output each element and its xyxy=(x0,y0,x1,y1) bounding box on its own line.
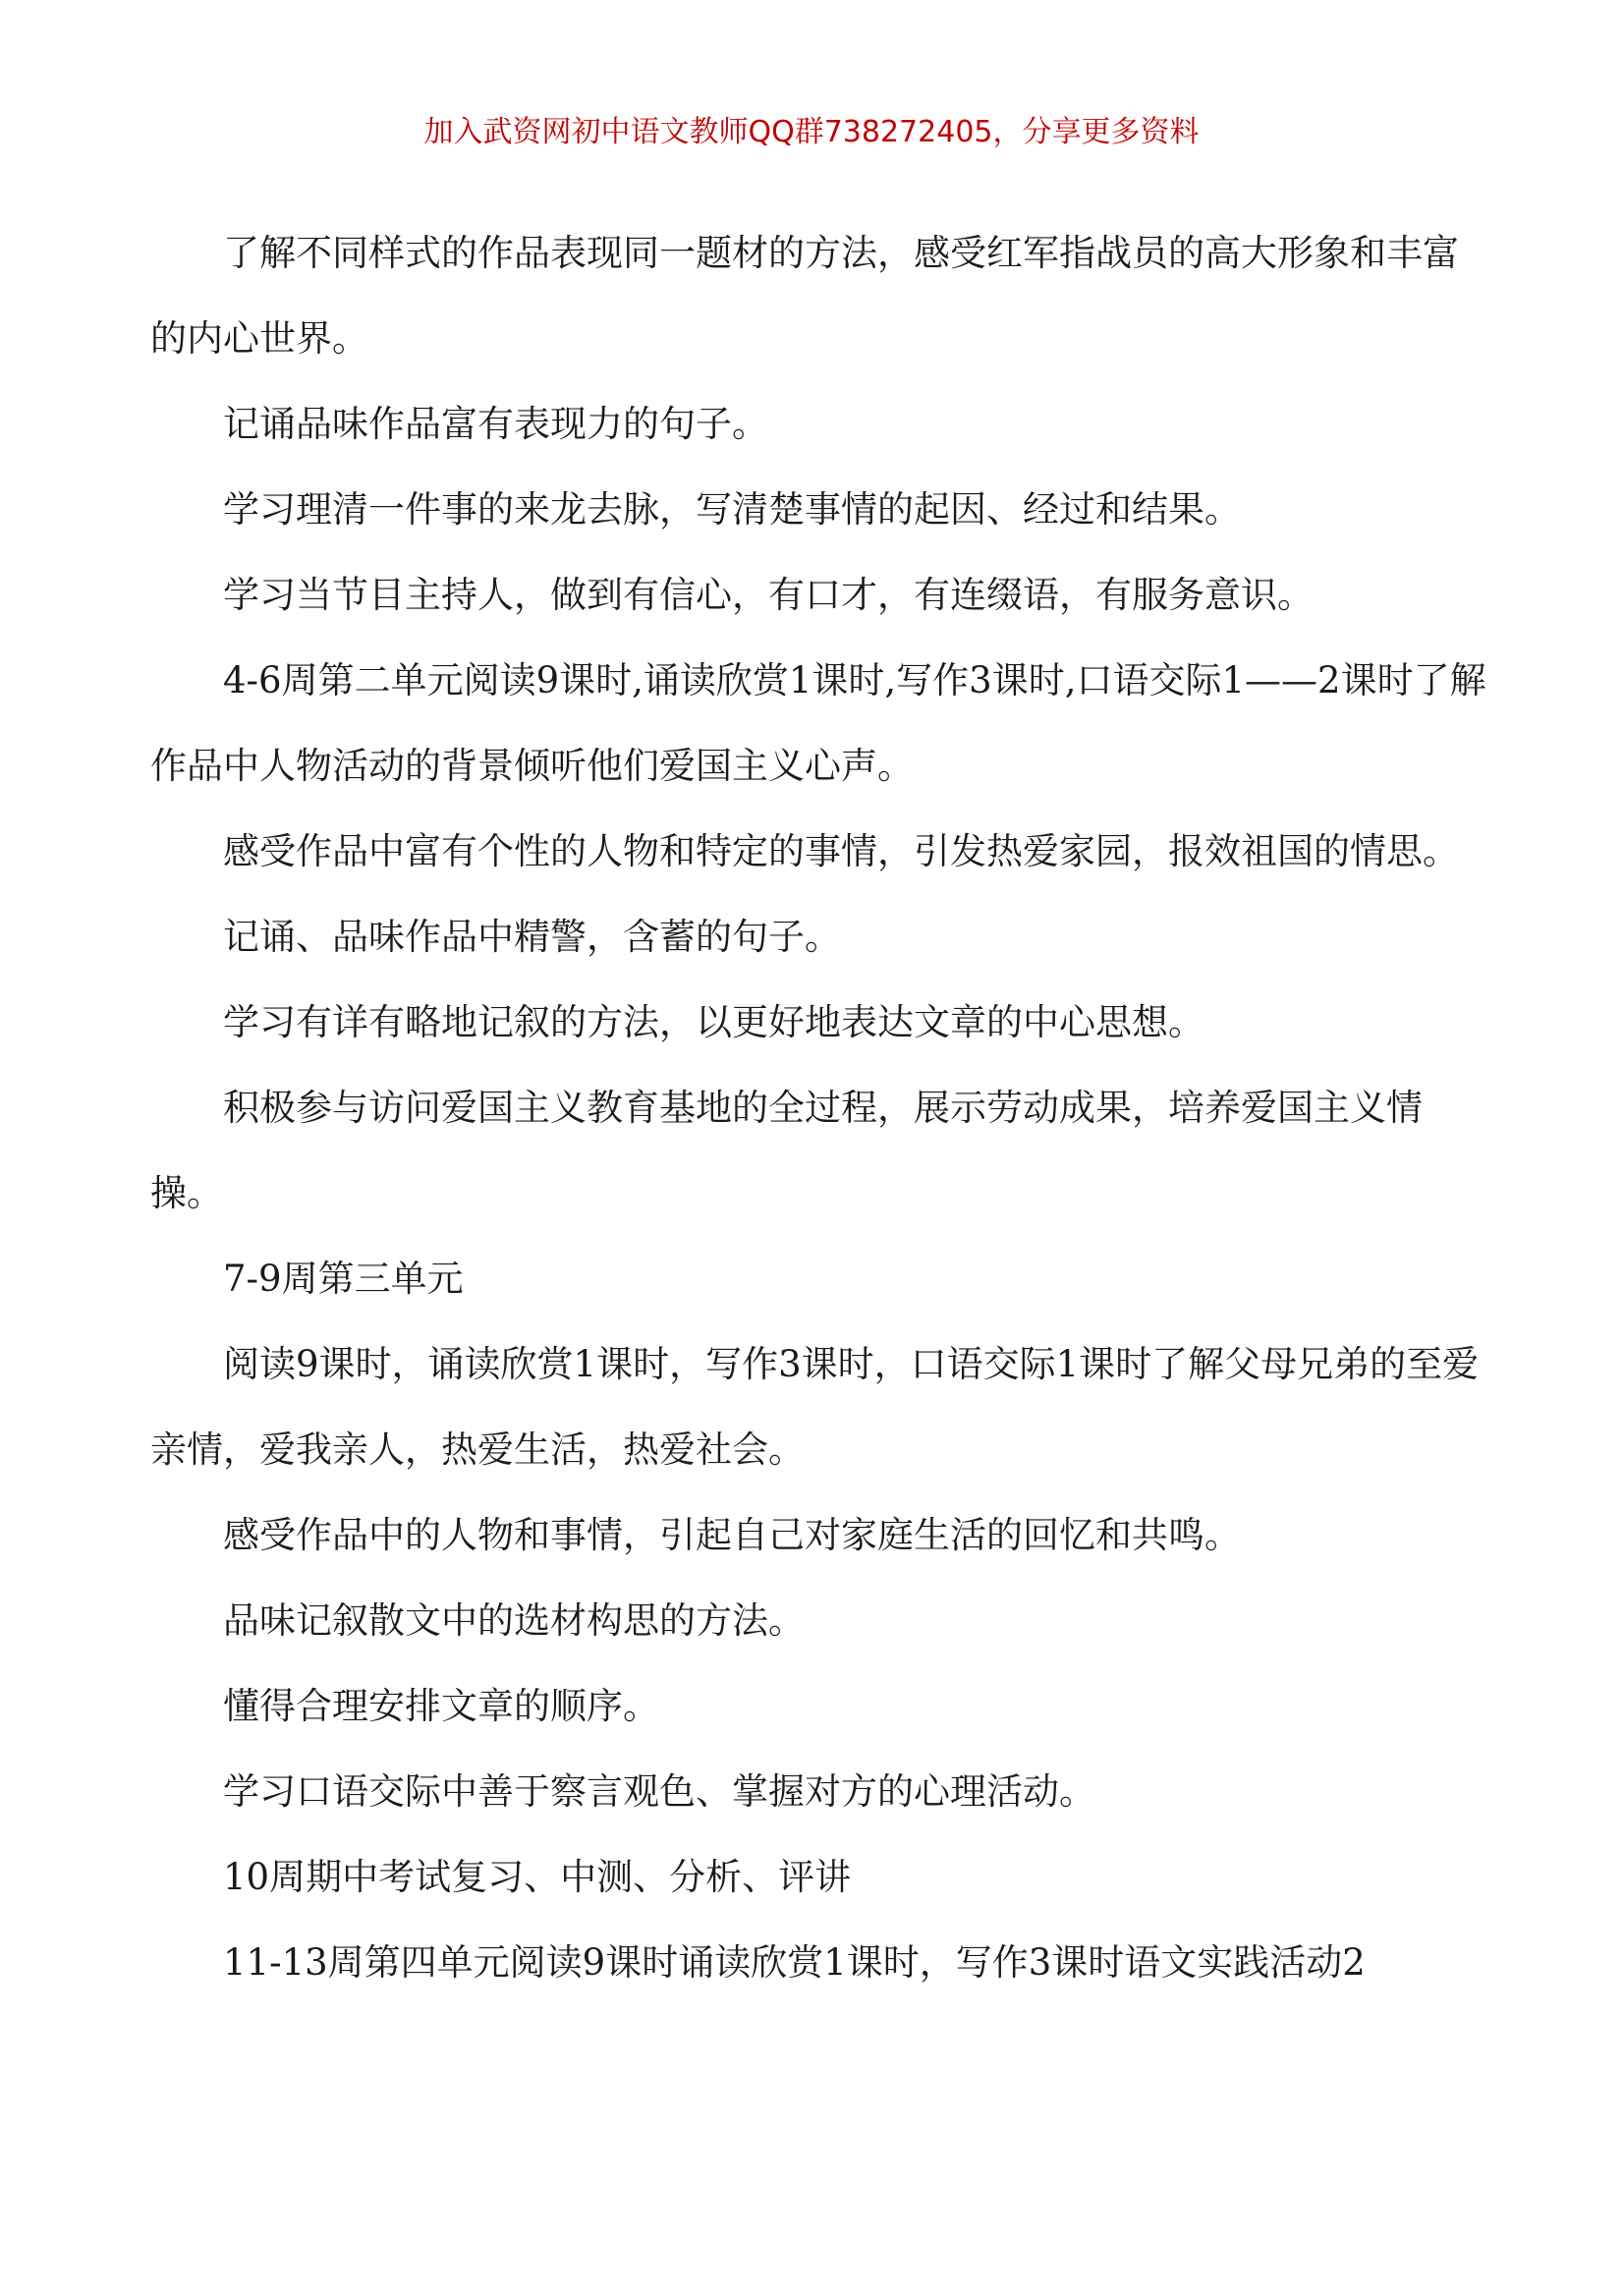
paragraph: 感受作品中的人物和事情，引起自己对家庭生活的回忆和共鸣。 xyxy=(223,1514,1241,1556)
paragraph: 学习有详有略地记叙的方法，以更好地表达文章的中心思想。 xyxy=(223,1001,1204,1043)
paragraph: 11-13周第四单元阅读9课时诵读欣赏1课时，写作3课时语文实践活动2 xyxy=(223,1941,1366,1984)
paragraph: 学习当节目主持人，做到有信心，有口才，有连缀语，有服务意识。 xyxy=(223,574,1314,616)
paragraph: 感受作品中富有个性的人物和特定的事情，引发热爱家园，报效祖国的情思。 xyxy=(223,830,1459,872)
paragraph: 阅读9课时，诵读欣赏1课时，写作3课时，口语交际1课时了解父母兄弟的至爱亲情，爱我亲人，热爱生活，热爱社会。 xyxy=(150,1343,1480,1471)
paragraph: 7-9周第三单元 xyxy=(223,1258,464,1300)
paragraph: 4-6周第二单元阅读9课时,诵读欣赏1课时,写作3课时,口语交际1——2课时了解作品中人物活动的背景倾听他们爱国主义心声。 xyxy=(150,659,1486,787)
paragraph: 品味记叙散文中的选材构思的方法。 xyxy=(223,1599,805,1642)
paragraph: 积极参与访问爱国主义教育基地的全过程，展示劳动成果，培养爱国主义情操。 xyxy=(150,1087,1423,1214)
paragraph: 懂得合理安排文章的顺序。 xyxy=(223,1685,659,1727)
paragraph: 记诵品味作品富有表现力的句子。 xyxy=(223,403,768,445)
paragraph: 记诵、品味作品中精警，含蓄的句子。 xyxy=(223,916,841,958)
paragraph: 学习理清一件事的来龙去脉，写清楚事情的起因、经过和结果。 xyxy=(223,488,1241,531)
header-notice: 加入武资网初中语文教师QQ群738272405，分享更多资料 xyxy=(423,115,1200,149)
paragraph: 了解不同样式的作品表现同一题材的方法，感受红军指战员的高大形象和丰富的内心世界。 xyxy=(150,232,1459,360)
paragraph: 学习口语交际中善于察言观色、掌握对方的心理活动。 xyxy=(223,1770,1095,1813)
document-body xyxy=(150,210,1486,2005)
paragraph: 10周期中考试复习、中测、分析、评讲 xyxy=(223,1856,852,1898)
